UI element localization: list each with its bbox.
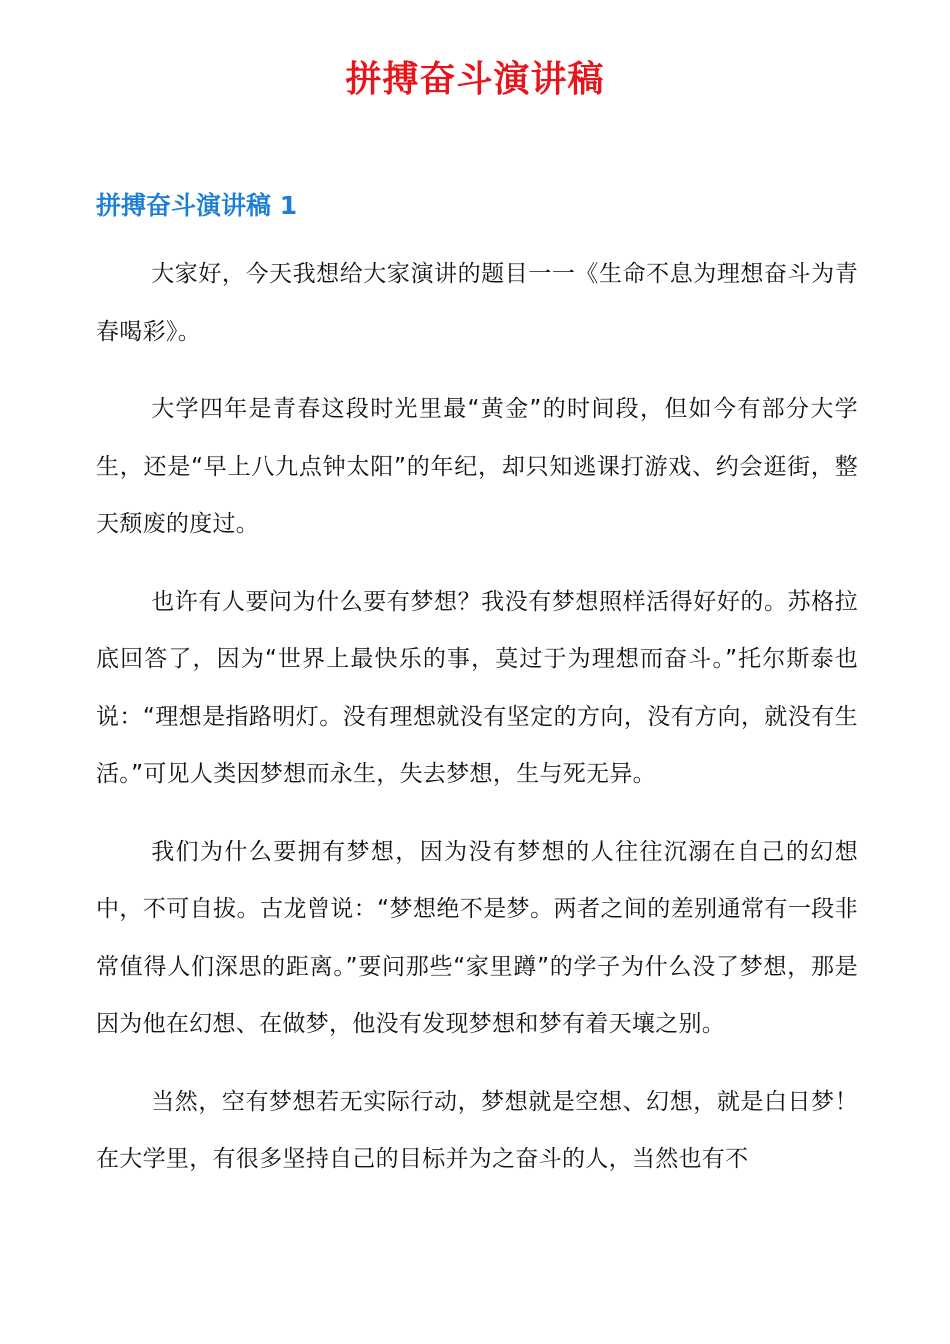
paragraph: 当然，空有梦想若无实际行动，梦想就是空想、幻想，就是白日梦！在大学里，有很多坚持自己的目标并为之奋斗的人，当然也有不 — [96, 1088, 858, 1172]
paragraph: 也许有人要问为什么要有梦想？我没有梦想照样活得好好的。苏格拉底回答了，因为“世界上最快乐的事，莫过于为理想而奋斗。”托尔斯泰也说：“理想是指路明灯。没有理想就没有坚定的方向，没有方向，就没有生活。”可见人类因梦想而永生，失去梦想，生与死无异。 — [96, 588, 858, 787]
section-heading: 拼搏奋斗演讲稿 1 — [96, 191, 298, 220]
document-body — [96, 246, 858, 1209]
paragraph: 大学四年是青春这段时光里最“黄金”的时间段，但如今有部分大学生，还是“早上八九点钟太阳”的年纪，却只知逃课打游戏、约会逛街，整天颓废的度过。 — [96, 396, 858, 537]
paragraph: 大家好，今天我想给大家演讲的题目一一《生命不息为理想奋斗为青春喝彩》。 — [96, 261, 858, 345]
document-title: 拼搏奋斗演讲稿 — [345, 59, 605, 100]
paragraph: 我们为什么要拥有梦想，因为没有梦想的人往往沉溺在自己的幻想中，不可自拔。古龙曾说：“梦想绝不是梦。两者之间的差别通常有一段非常值得人们深思的距离。”要问那些“家里蹲”的学子为什么没了梦想，那是因为他在幻想、在做梦，他没有发现梦想和梦有着天壤之别。 — [96, 838, 858, 1037]
